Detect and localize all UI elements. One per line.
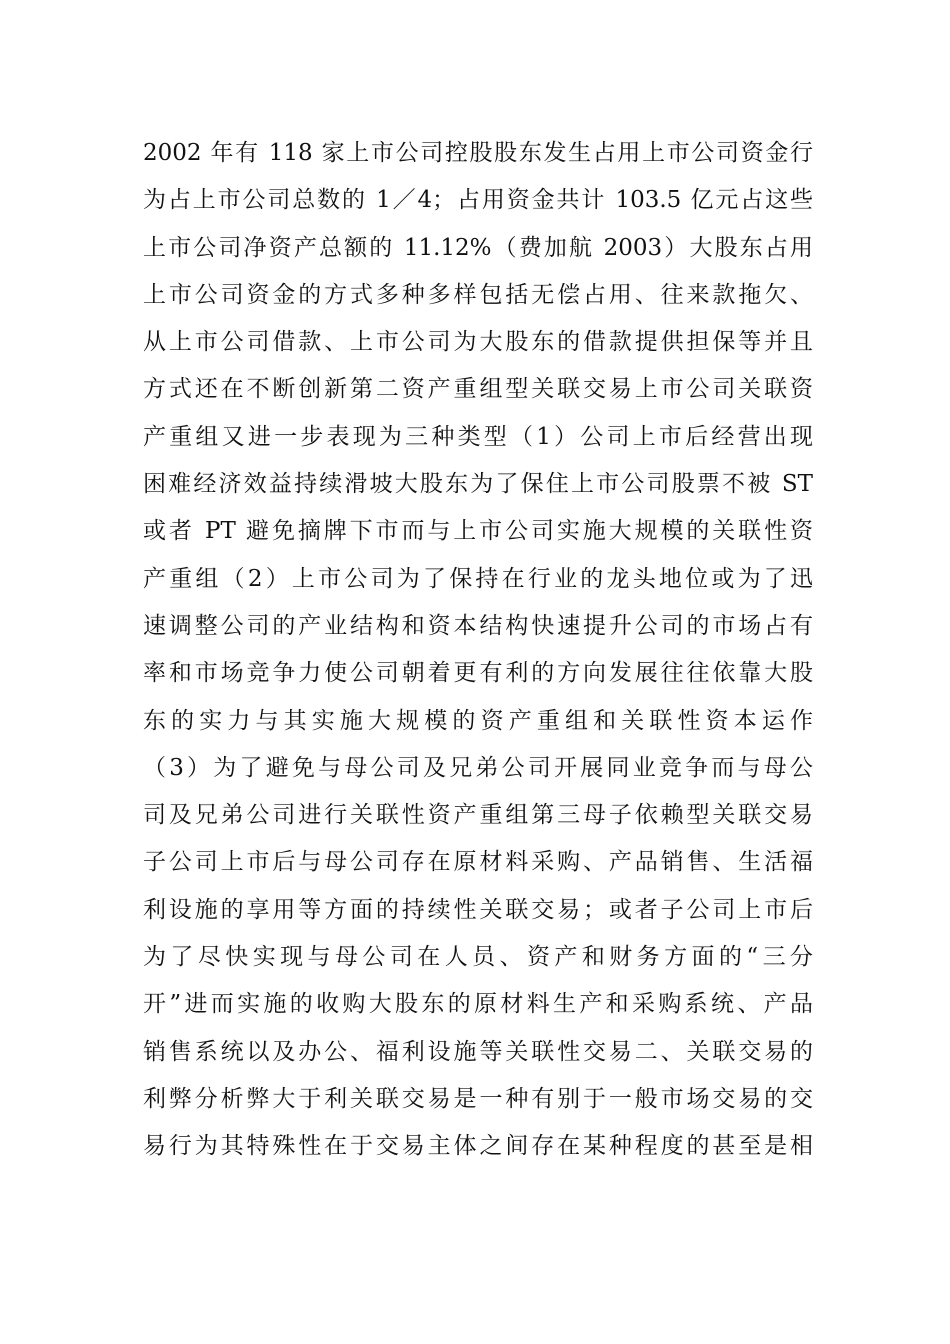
text-line-1: 2002 年有 118 家上市公司控股股东发生占用上市公司资金行 bbox=[143, 140, 813, 166]
text-line-15: 司及兄弟公司进行关联性资产重组第三母子依赖型关联交易 bbox=[143, 802, 813, 829]
text-line-10: 产重组（2）上市公司为了保持在行业的龙头地位或为了迅 bbox=[143, 565, 813, 592]
text-line-16: 子公司上市后与母公司存在原材料采购、产品销售、生活福 bbox=[143, 849, 813, 876]
text-line-18: 为了尽快实现与母公司在人员、资产和财务方面的“三分 bbox=[143, 944, 813, 971]
text-line-14: （3）为了避免与母公司及兄弟公司开展同业竞争而与母公 bbox=[143, 754, 813, 781]
text-line-6: 方式还在不断创新第二资产重组型关联交易上市公司关联资 bbox=[143, 376, 813, 403]
text-line-13: 东的实力与其实施大规模的资产重组和关联性资本运作 bbox=[143, 707, 813, 734]
text-line-3: 上市公司净资产总额的 11.12%（费加航 2003）大股东占用 bbox=[143, 234, 813, 261]
text-line-17: 利设施的享用等方面的持续性关联交易；或者子公司上市后 bbox=[143, 896, 813, 923]
text-line-21: 利弊分析弊大于利关联交易是一种有别于一般市场交易的交 bbox=[143, 1085, 813, 1112]
text-line-9: 或者 PT 避免摘牌下市而与上市公司实施大规模的关联性资 bbox=[143, 518, 813, 545]
text-line-19: 开”进而实施的收购大股东的原材料生产和采购系统、产品 bbox=[143, 991, 813, 1018]
text-line-12: 率和市场竞争力使公司朝着更有利的方向发展往往依靠大股 bbox=[143, 660, 813, 687]
text-line-11: 速调整公司的产业结构和资本结构快速提升公司的市场占有 bbox=[143, 612, 813, 639]
text-line-2: 为占上市公司总数的 1／4；占用资金共计 103.5 亿元占这些 bbox=[143, 187, 813, 214]
text-line-4: 上市公司资金的方式多种多样包括无偿占用、往来款拖欠、 bbox=[143, 281, 813, 308]
text-line-8: 困难经济效益持续滑坡大股东为了保住上市公司股票不被 ST bbox=[143, 471, 813, 498]
text-line-7: 产重组又进一步表现为三种类型（1）公司上市后经营出现 bbox=[143, 423, 813, 450]
body-text bbox=[143, 130, 813, 1171]
text-line-20: 销售系统以及办公、福利设施等关联性交易二、关联交易的 bbox=[143, 1038, 813, 1065]
text-line-5: 从上市公司借款、上市公司为大股东的借款提供担保等并且 bbox=[143, 329, 813, 356]
text-line-22: 易行为其特殊性在于交易主体之间存在某种程度的甚至是相 bbox=[143, 1133, 813, 1160]
